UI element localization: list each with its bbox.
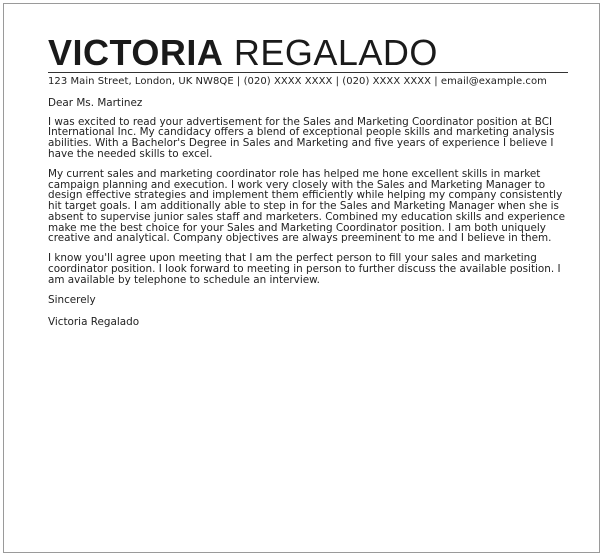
paragraph-intro: I was excited to read your advertisement for the Sales and Marketing Coordinator position at BCI International Inc. My candidacy offers a blend of exceptional people skills and marketing analysis abilities. With a Bachelor's Degree in Sales and Marketing and five years of experience I believe I have the needed skills to excel. bbox=[48, 115, 555, 160]
letterhead bbox=[48, 34, 568, 88]
paragraph-closing: I know you'll agree upon meeting that I am the perfect person to fill your sales and marketing coordinator position. I look forward to meeting in person to further discuss the available position. I am available by telephone to schedule an interview. bbox=[48, 252, 561, 286]
document-page bbox=[3, 3, 600, 553]
signature: Victoria Regalado bbox=[48, 315, 140, 328]
salutation: Dear Ms. Martinez bbox=[48, 97, 143, 109]
contact-line: 123 Main Street, London, UK NW8QE | (020) XXXX XXXX | (020) XXXX XXXX | email@example.com bbox=[48, 72, 568, 88]
last-name: REGALADO bbox=[233, 32, 438, 73]
letter-body bbox=[48, 98, 568, 337]
closing: Sincerely bbox=[48, 294, 96, 307]
applicant-name bbox=[48, 34, 568, 72]
first-name: VICTORIA bbox=[48, 32, 224, 73]
paragraph-experience: My current sales and marketing coordinator role has helped me hone excellent skills in market campaign planning and execution. I work very closely with the Sales and Marketing Manager to design effective strategies and implement them efficiently while helping my company consistently hit target goals. I am additionally able to step in for the Sales and Marketing Manager when she is absent to supervise junior sales staff and marketers. Combined my education skills and experience make me the best choice for your Sales and Marketing Coordinator position. I am both uniquely creative and analytical. Company objectives are always preeminent to me and I believe in them. bbox=[48, 168, 566, 245]
